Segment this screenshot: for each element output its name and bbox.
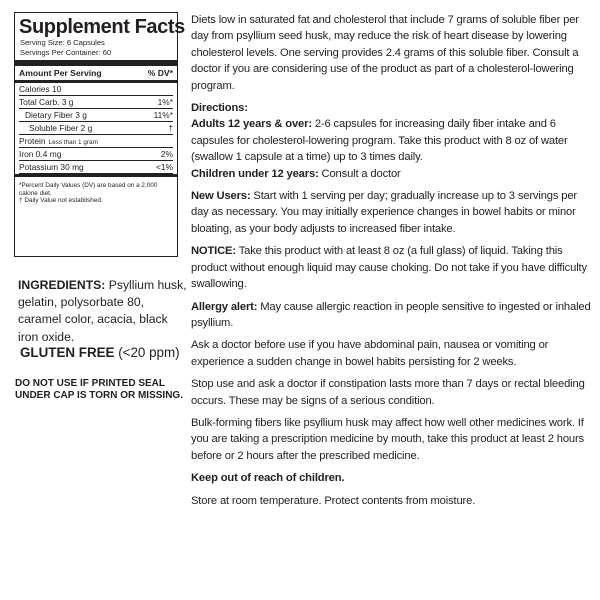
amount-per-serving-header: Amount Per Serving [19, 68, 102, 78]
notice-paragraph [191, 243, 591, 292]
directions-heading: Directions: [191, 102, 248, 115]
nutrient-dv: 2% [160, 149, 173, 159]
servings-per-container: Servings Per Container: 60 [20, 48, 112, 57]
facts-title: Supplement Facts [19, 16, 185, 38]
adults-text: 2-6 capsules for increasing daily fiber intake and 6 capsules for cholesterol-lowering program. Take this product with 8 oz of water (swallow 1 capsule at a time) up to 3 times daily. [191, 118, 568, 164]
directions-children [191, 166, 591, 182]
nutrient-label: Potassium 30 mg [19, 162, 84, 172]
nutrient-dv: <1% [156, 162, 173, 172]
facts-row [19, 161, 173, 174]
bulk-forming-paragraph: Bulk-forming fibers like psyllium husk may affect how well other medicines work. If you are taking a prescription medicine by mouth, take this product at least 2 hours before or 2 hours after the prescribed medicine. [191, 416, 585, 462]
facts-row [19, 83, 173, 96]
facts-row [19, 135, 173, 148]
ingredients-block [18, 277, 188, 346]
facts-row [19, 96, 173, 109]
nutrient-label: Protein [19, 136, 46, 146]
keep-out-paragraph: Keep out of reach of children. [191, 472, 345, 485]
seal-warning: DO NOT USE IF PRINTED SEAL UNDER CAP IS TORN OR MISSING. [15, 378, 183, 402]
serving-size: Serving Size: 6 Capsules [20, 38, 105, 47]
ingredients-label: INGREDIENTS: [18, 278, 106, 292]
children-label: Children under 12 years: [191, 167, 319, 180]
facts-footnote [19, 177, 173, 205]
nutrient-label: Iron 0.4 mg [19, 149, 62, 159]
nutrient-dv: † [168, 123, 173, 133]
stop-use-paragraph: Stop use and ask a doctor if constipation lasts more than 7 days or rectal bleeding occurs. These may be signs of a serious condition. [191, 378, 585, 407]
children-text: Consult a doctor [318, 167, 401, 180]
nutrient-dv: 11%* [153, 110, 173, 120]
new-users-label: New Users: [191, 190, 251, 203]
nutrient-label: Dietary Fiber 3 g [25, 110, 87, 120]
facts-row [19, 122, 173, 135]
facts-row [19, 148, 173, 161]
footnote-dagger: † Daily Value not established. [19, 197, 103, 205]
footnote-dv: *Percent Daily Values (DV) are based on a 2,000 calorie diet. [19, 182, 158, 197]
ingredients-text: Psyllium husk, gelatin, polysorbate 80, caramel color, acacia, black iron oxide. [18, 278, 187, 344]
storage-paragraph: Store at room temperature. Protect contents from moisture. [191, 494, 476, 507]
facts-row [19, 109, 173, 122]
gluten-free-badge [20, 345, 180, 360]
gluten-free-detail: (<20 ppm) [114, 345, 180, 360]
new-users-text: Start with 1 serving per day; gradually increase up to 3 servings per day as necessary. You may initially experience changes in bowel habits or minor bloating, as your body adjusts to increased fiber intake. [191, 190, 577, 235]
label-text-column [191, 12, 591, 515]
nutrient-note: Less than 1 gram [48, 139, 98, 146]
nutrient-label: Soluble Fiber 2 g [29, 123, 93, 133]
notice-text: Take this product with at least 8 oz (a full glass) of liquid. Taking this product without enough liquid may cause choking. Do not take if you have difficulty swallowing. [191, 245, 587, 291]
notice-label: NOTICE: [191, 245, 236, 258]
dv-header: % DV* [147, 68, 173, 78]
allergy-paragraph [191, 299, 591, 332]
adults-label: Adults 12 years & over: [191, 118, 312, 131]
facts-header-row [19, 66, 173, 80]
ask-doctor-paragraph: Ask a doctor before use if you have abdominal pain, nausea or vomiting or experience a sudden change in bowel habits persisting for 2 weeks. [191, 339, 549, 368]
health-claim: Diets low in saturated fat and cholesterol that include 7 grams of soluble fiber per day from psyllium seed husk, may reduce the risk of heart disease by lowering cholesterol levels. One serving provides 2.4 grams of this soluble fiber. Consult a doctor if you are considering use of the product as part of a cholesterol-lowering program. [191, 14, 579, 92]
supplement-facts-panel [14, 12, 185, 257]
allergy-label: Allergy alert: [191, 300, 258, 313]
allergy-text: May cause allergic reaction in people sensitive to ingested or inhaled psyllium. [191, 300, 591, 329]
nutrient-dv: 1%* [157, 97, 173, 107]
nutrient-label: Calories 10 [19, 84, 62, 94]
directions-adults [191, 116, 591, 165]
new-users-paragraph [191, 188, 591, 237]
nutrient-label: Total Carb. 3 g [19, 97, 74, 107]
gluten-free-label: GLUTEN FREE [20, 345, 115, 360]
